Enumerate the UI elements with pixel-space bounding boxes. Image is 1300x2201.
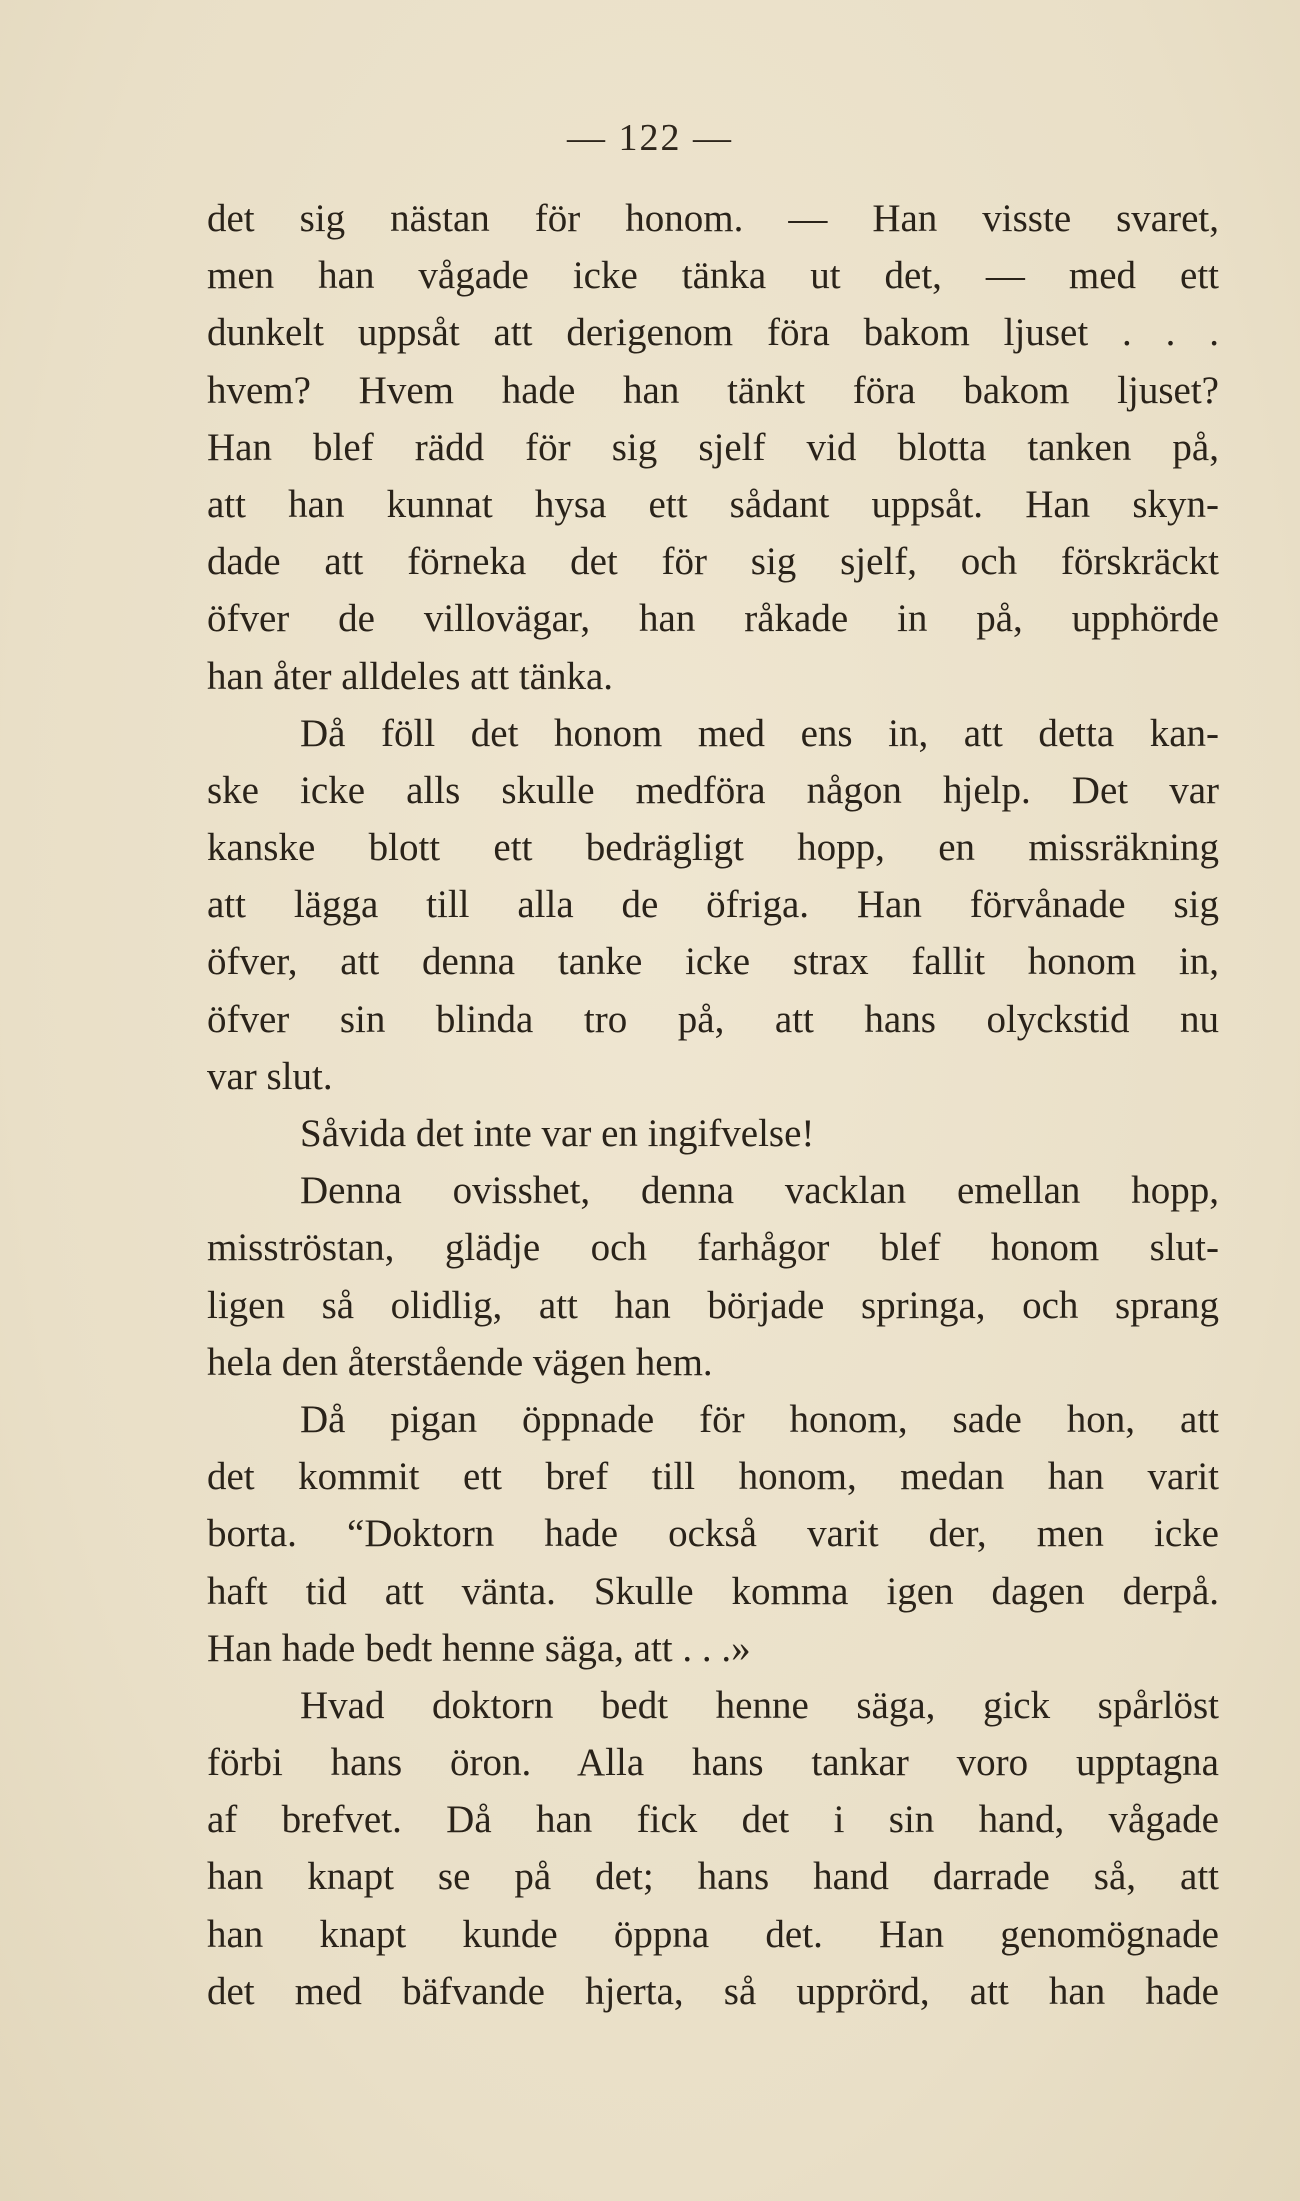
text-line: ske icke alls skulle medföra någon hjelp. Det var <box>207 768 1219 812</box>
text-line: men han vågade icke tänka ut det, — med ett <box>207 254 1219 298</box>
text-line: han knapt se på det; hans hand darrade så, att <box>207 1855 1219 1899</box>
text-line: af brefvet. Då han fick det i sin hand, vågade <box>207 1798 1219 1842</box>
text-line: Såvida det inte var en ingifvelse! <box>300 1112 815 1155</box>
text-line: Denna ovisshet, denna vacklan emellan hopp, <box>300 1169 1219 1213</box>
text-line: haft tid att vänta. Skulle komma igen dagen derpå. <box>207 1569 1219 1613</box>
text-line: var slut. <box>207 1054 333 1098</box>
text-line: förbi hans öron. Alla hans tankar voro upptagna <box>207 1741 1219 1785</box>
text-line: kanske blott ett bedrägligt hopp, en missräkning <box>207 826 1219 870</box>
text-line: dunkelt uppsåt att derigenom föra bakom ljuset . . . <box>207 311 1219 355</box>
page-number: — 122 — <box>567 117 733 159</box>
text-line: Han blef rädd för sig sjelf vid blotta tanken på, <box>207 425 1219 469</box>
text-line: det sig nästan för honom. — Han visste svaret, <box>207 197 1219 240</box>
text-line: öfver sin blinda tro på, att hans olyckstid nu <box>207 997 1219 1041</box>
text-line: öfver, att denna tanke icke strax fallit honom in, <box>207 940 1219 984</box>
text-line: dade att förneka det för sig sjelf, och förskräckt <box>207 540 1219 584</box>
text-line: han åter alldeles att tänka. <box>207 654 614 698</box>
text-line: Då pigan öppnade för honom, sade hon, att <box>300 1397 1219 1441</box>
text-line: borta. “Doktorn hade också varit der, men icke <box>207 1512 1219 1556</box>
text-line: Hvad doktorn bedt henne säga, gick spårlöst <box>300 1683 1219 1727</box>
text-line: öfver de villovägar, han råkade in på, upphörde <box>207 597 1219 641</box>
text-line: Han hade bedt henne säga, att . . .» <box>207 1626 751 1670</box>
text-line: misströstan, glädje och farhågor blef honom slut- <box>207 1226 1219 1270</box>
text-line: hela den återstående vägen hem. <box>207 1340 713 1384</box>
text-line: hvem? Hvem hade han tänkt föra bakom ljuset? <box>207 368 1219 412</box>
body-text <box>207 190 1219 2020</box>
text-line: det med bäfvande hjerta, så upprörd, att han hade <box>207 1969 1219 2013</box>
text-line: att lägga till alla de öfriga. Han förvånade sig <box>207 883 1219 927</box>
text-line: han knapt kunde öppna det. Han genomögnade <box>207 1912 1219 1956</box>
text-line: Då föll det honom med ens in, att detta kan- <box>300 711 1219 755</box>
text-line: ligen så olidlig, att han började springa, och sprang <box>207 1283 1219 1327</box>
text-line: att han kunnat hysa ett sådant uppsåt. Han skyn- <box>207 482 1219 526</box>
text-line: det kommit ett bref till honom, medan han varit <box>207 1455 1219 1499</box>
